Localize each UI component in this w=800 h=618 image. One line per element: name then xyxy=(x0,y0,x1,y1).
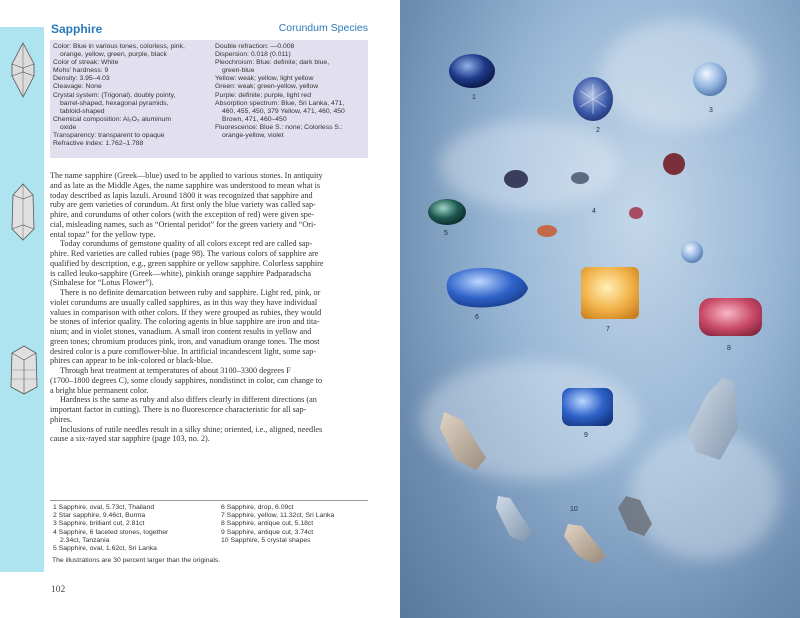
text-line: oxide xyxy=(60,123,77,131)
text-line: Green: weak; green-yellow, yellow xyxy=(215,83,319,91)
body-line: be stones of inferior quality. The coloring agents in blue sapphire are iron and tita- xyxy=(50,317,320,327)
body-text xyxy=(50,171,368,444)
gem-label: 2 xyxy=(596,127,600,134)
gem-label: 4 xyxy=(592,208,596,215)
text-line: Density: 3.95–4.03 xyxy=(53,75,110,83)
gem-label: 5 xyxy=(444,230,448,237)
gem-label: 8 xyxy=(727,345,731,352)
body-paragraph xyxy=(50,366,368,395)
text-line: 3 Sapphire, brilliant cut, 2.81ct xyxy=(53,520,145,528)
body-line: ental topaz” for the yellow type. xyxy=(50,229,156,239)
body-line: phires. xyxy=(50,414,73,424)
body-line: violet corundums are usually called sapphires, as in this way they have individual xyxy=(50,297,318,307)
text-line: 460, 455, 450, 379 Yellow, 471, 460, 450 xyxy=(222,107,345,115)
text-line: 2.34ct, Tanzania xyxy=(60,536,110,544)
body-line: The name sapphire (Greek—blue) used to be applied to various stones. In antiquity xyxy=(50,171,323,180)
text-line: 1 Sapphire, oval, 5.73ct, Thailand xyxy=(53,504,155,511)
body-line: ruby are gem varieties of corundum. At first only the blue variety was called sap- xyxy=(50,200,316,210)
captions-column-right xyxy=(221,504,334,545)
body-line: Through heat treatment at temperatures of about 3100–3300 degrees F xyxy=(60,366,291,375)
body-line: values in comparison with other colors. If they were grouped as rubies, they would xyxy=(50,307,322,317)
crystal-bipyramid-icon xyxy=(10,42,36,98)
text-line: 2 Star sapphire, 9.46ct, Burma xyxy=(53,512,146,520)
text-line: 8 Sapphire, antique cut, 5.18ct xyxy=(221,520,314,528)
text-line: Pleochroism: Blue: definite; dark blue, xyxy=(215,59,330,67)
margin-strip xyxy=(0,27,44,572)
body-line: Hardness is the same as ruby and also differs clearly in different directions (an xyxy=(60,395,317,405)
body-line: and as late as the Middle Ages, the name sapphire was understood to mean what is xyxy=(50,180,321,190)
body-paragraph xyxy=(50,171,368,239)
text-line: 10 Sapphire, 5 crystal shapes xyxy=(221,536,311,544)
body-paragraph xyxy=(50,395,368,424)
scale-note: The illustrations are 30 percent larger than the originals. xyxy=(52,557,221,564)
gems-illustration xyxy=(400,0,800,618)
text-line: Dispersion: 0.018 (0.011) xyxy=(215,51,291,59)
gem-label: 3 xyxy=(709,107,713,114)
text-line: Mohs' hardness: 9 xyxy=(53,67,109,75)
text-line: orange-yellow, violet xyxy=(222,132,284,140)
body-paragraph xyxy=(50,239,368,288)
body-line: cial, misleading names, such as “Oriental peridot” for the green variety and “Ori- xyxy=(50,219,316,229)
gem-9-antique-sapphire xyxy=(562,388,613,426)
body-line: Today corundums of gemstone quality of all colors except red are called sap- xyxy=(60,239,313,249)
gem-3-brilliant-sapphire xyxy=(693,62,727,96)
text-line: Refractive index: 1.762–1.788 xyxy=(53,140,144,148)
text-line: Brown, 471, 460–450 xyxy=(222,115,287,123)
body-line: important factor in cutting). There is no fluorescence characteristic for all sap- xyxy=(50,405,307,414)
text-line: Chemical composition: Al₂O₃ aluminum xyxy=(53,115,171,123)
gem-7-yellow-sapphire xyxy=(581,267,639,319)
body-line: qualified by description, e.g., green sapphire or yellow sapphire. Colorless sapphire xyxy=(50,258,324,268)
body-line: desired color is a pure cornflower-blue. In artificial incandescent light, some sap- xyxy=(50,346,317,356)
properties-column-left xyxy=(53,43,213,148)
gem-6-drop-sapphire xyxy=(447,268,528,308)
gem-5-green-sapphire xyxy=(428,199,466,225)
text-line: 6 Sapphire, drop, 6.09ct xyxy=(221,504,294,511)
text-line: barrel-shaped, hexagonal pyramids, xyxy=(60,99,169,107)
text-line: Double refraction: —0.008 xyxy=(215,43,295,50)
text-line: Absorption spectrum: Blue, Sri Lanka, 471, xyxy=(215,99,345,107)
gem-label: 10 xyxy=(570,506,578,513)
text-line: tabloid-shaped xyxy=(60,107,105,115)
text-line: Transparency: transparent to opaque xyxy=(53,132,165,140)
text-line: Crystal system: (Trigonal), doubly pointy, xyxy=(53,91,176,99)
crystal-tabular-icon xyxy=(10,345,38,395)
caption-divider xyxy=(50,500,368,501)
body-line: (1700–1800 degrees C), some cloudy sapphires, nondistinct in color, can change to xyxy=(50,375,323,385)
body-line: a bright blue permanent color. xyxy=(50,385,149,395)
page-heading xyxy=(51,22,368,38)
body-line: (Sinhalese for “Lotus Flower”). xyxy=(50,278,154,288)
text-line: 9 Sapphire, antique cut, 3.74ct xyxy=(221,528,314,536)
gem-label: 7 xyxy=(606,326,610,333)
text-line: green-blue xyxy=(222,67,255,75)
body-line: nium; and in violet stones, vanadium. A small iron content results in yellow and xyxy=(50,327,312,336)
gem-4-faceted-set xyxy=(504,153,703,263)
body-line: today described as lapis lazuli. Around 1800 it was recognized that sapphire and xyxy=(50,190,313,200)
gem-8-pink-sapphire xyxy=(699,298,762,336)
text-line: orange, yellow, green, purple, black xyxy=(60,51,167,59)
body-line: cause a six-rayed star sapphire (page 103, no. 2). xyxy=(50,434,210,444)
text-line: Cleavage: None xyxy=(53,83,102,91)
body-line: is called leuko-sapphire (Greek—white), pinkish orange sapphire Padparadscha xyxy=(50,268,312,278)
body-paragraph xyxy=(50,288,368,366)
text-line: Color: Blue in various tones, colorless, pink, xyxy=(53,43,185,50)
body-line: phire, and corundums of other colors (with the exception of red) were given spe- xyxy=(50,210,315,219)
captions-column-left xyxy=(53,504,168,553)
properties-column-right xyxy=(215,43,367,140)
body-line: green tones; chromium produces pink, iron, and vanadium orange tones. The most xyxy=(50,336,320,346)
gem-photo-plate xyxy=(400,0,800,618)
gem-label: 1 xyxy=(472,94,476,101)
crystal-barrel-icon xyxy=(10,183,36,241)
body-line: Inclusions of rutile needles result in a silky shine; oriented, i.e., aligned, needles xyxy=(60,424,323,434)
gem-label: 9 xyxy=(584,432,588,439)
body-paragraph xyxy=(50,425,368,445)
text-line: Yellow: weak; yellow, light yellow xyxy=(215,75,314,83)
body-line: phires can appear to be ink-colored or black-blue. xyxy=(50,356,213,366)
gem-1-oval-sapphire xyxy=(449,54,495,88)
page-number: 102 xyxy=(51,585,66,595)
page-title: Sapphire xyxy=(51,22,103,36)
body-line: There is no definite demarcation between ruby and sapphire. Light red, pink, or xyxy=(60,288,321,297)
gem-label: 6 xyxy=(475,314,479,321)
text-line: Purple: definite; purple, light red xyxy=(215,91,311,99)
species-label: Corundum Species xyxy=(278,22,368,34)
text-line: 7 Sapphire, yellow, 11.32ct, Sri Lanka xyxy=(221,512,335,520)
text-line: Color of streak: White xyxy=(53,59,119,67)
properties-box xyxy=(50,40,368,158)
text-line: 5 Sapphire, oval, 1.62ct, Sri Lanka xyxy=(53,545,157,553)
text-line: Fluorescence: Blue S.: none; Colorless S.: xyxy=(215,123,343,131)
body-line: phire. Red varieties are called rubies (page 98). The various colors of sapphire are xyxy=(50,249,319,258)
text-line: 4 Sapphire, 6 faceted stones, together xyxy=(53,528,169,536)
